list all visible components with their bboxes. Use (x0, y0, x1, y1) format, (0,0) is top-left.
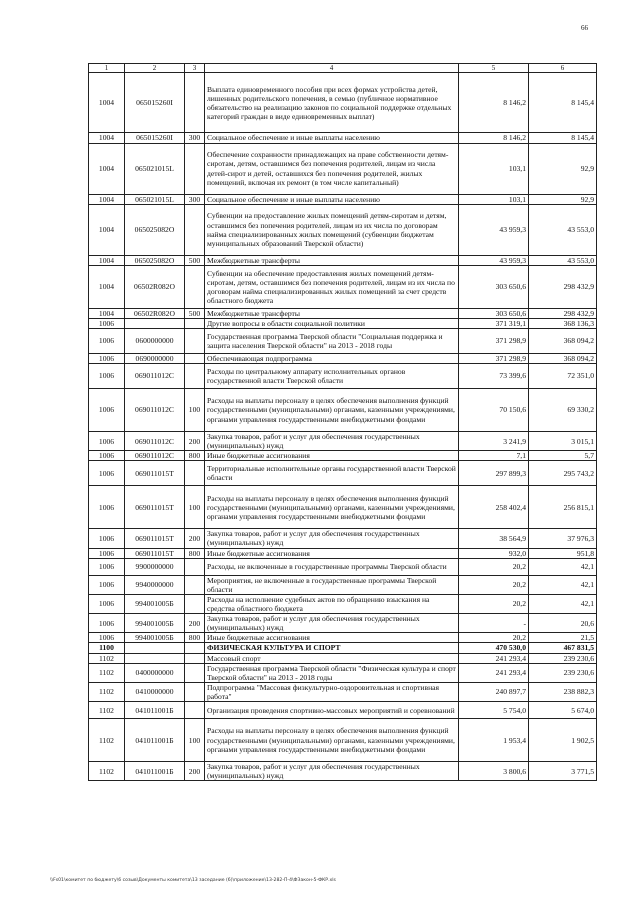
section-code-cell: 1006 (89, 548, 125, 558)
amount-actual-cell: 951,8 (529, 548, 597, 558)
item-name-cell: Расходы, не включенные в государственные программы Тверской области (205, 558, 459, 575)
amount-plan-cell: 20,2 (459, 558, 529, 575)
item-name-cell: Расходы на исполнение судебных актов по обращению взыскания на средства областного бюджета (205, 594, 459, 613)
item-name-cell: Закупка товаров, работ и услуг для обеспечения государственных (муниципальных) нужд (205, 432, 459, 451)
section-code-cell: 1006 (89, 575, 125, 594)
amount-plan-cell: 371 298,9 (459, 353, 529, 363)
amount-plan-cell: 43 959,3 (459, 255, 529, 265)
expense-type-cell: 100 (185, 486, 205, 529)
expense-type-cell: 800 (185, 548, 205, 558)
table-row (89, 558, 597, 575)
amount-actual-cell: 3 771,5 (529, 762, 597, 781)
item-name-cell: Социальное обеспечение и иные выплаты населению (205, 194, 459, 204)
table-row (89, 682, 597, 701)
expense-type-cell (185, 682, 205, 701)
table-row (89, 389, 597, 432)
target-article-cell: 0410000000 (125, 682, 185, 701)
amount-plan-cell: 3 241,9 (459, 432, 529, 451)
expense-type-cell: 200 (185, 762, 205, 781)
target-article-cell: 9940000000 (125, 575, 185, 594)
amount-actual-cell: 92,9 (529, 143, 597, 194)
section-code-cell: 1006 (89, 594, 125, 613)
amount-actual-cell: 43 553,0 (529, 255, 597, 265)
footer-file-path: \\Fs01\комитет по бюджету\6 созыв\Документы комитета\13 заседание (6)\приложение\13-282-П-4\ФЗакон-5-ФКР.xls (50, 878, 336, 883)
amount-plan-cell: 1 953,4 (459, 719, 529, 762)
item-name-cell: Социальное обеспечение и иные выплаты населению (205, 133, 459, 143)
table-row (89, 529, 597, 548)
amount-plan-cell: 7,1 (459, 451, 529, 461)
section-code-cell: 1004 (89, 143, 125, 194)
table-row (89, 702, 597, 719)
column-header: 4 (205, 64, 459, 73)
item-name-cell: Межбюджетные трансферты (205, 308, 459, 318)
expense-type-cell (185, 653, 205, 663)
table-row (89, 308, 597, 318)
amount-plan-cell: 240 897,7 (459, 682, 529, 701)
amount-actual-cell: 20,6 (529, 614, 597, 633)
target-article-cell: 065021015L (125, 194, 185, 204)
table-row (89, 194, 597, 204)
column-header: 6 (529, 64, 597, 73)
amount-plan-cell: 470 530,0 (459, 643, 529, 653)
table-row (89, 318, 597, 328)
amount-actual-cell: 42,1 (529, 558, 597, 575)
amount-plan-cell: 258 402,4 (459, 486, 529, 529)
section-code-cell: 1006 (89, 353, 125, 363)
table-row (89, 762, 597, 781)
amount-actual-cell: 368 136,3 (529, 318, 597, 328)
table-row (89, 614, 597, 633)
section-code-cell: 1006 (89, 529, 125, 548)
expense-type-cell: 200 (185, 529, 205, 548)
table-row (89, 548, 597, 558)
amount-plan-cell: 5 754,0 (459, 702, 529, 719)
section-code-cell: 1004 (89, 255, 125, 265)
target-article-cell: 069011015Т (125, 548, 185, 558)
target-article-cell: 9900000000 (125, 558, 185, 575)
section-code-cell: 1004 (89, 133, 125, 143)
item-name-cell: Подпрограмма "Массовая физкультурно-оздоровительная и спортивная работа" (205, 682, 459, 701)
section-code-cell: 1102 (89, 682, 125, 701)
table-row (89, 461, 597, 486)
section-code-cell: 1006 (89, 461, 125, 486)
table-header-row (89, 64, 597, 73)
item-name-cell: Иные бюджетные ассигнования (205, 548, 459, 558)
target-article-cell (125, 643, 185, 653)
amount-plan-cell: 103,1 (459, 194, 529, 204)
expense-type-cell: 500 (185, 255, 205, 265)
target-article-cell: 06502R082O (125, 308, 185, 318)
section-code-cell: 1006 (89, 614, 125, 633)
amount-actual-cell: 239 230,6 (529, 663, 597, 682)
section-code-cell: 1006 (89, 389, 125, 432)
expense-type-cell (185, 204, 205, 255)
table-body (89, 73, 597, 781)
target-article-cell: 0400000000 (125, 663, 185, 682)
section-code-cell: 1006 (89, 364, 125, 389)
section-code-cell: 1006 (89, 558, 125, 575)
target-article-cell: 069011012С (125, 432, 185, 451)
target-article-cell: 041011001Б (125, 719, 185, 762)
target-article-cell: 069011015Т (125, 486, 185, 529)
amount-plan-cell: 8 146,2 (459, 73, 529, 133)
expense-type-cell (185, 353, 205, 363)
item-name-cell: Закупка товаров, работ и услуг для обеспечения государственных (муниципальных) нужд (205, 614, 459, 633)
amount-actual-cell: 42,1 (529, 575, 597, 594)
item-name-cell: ФИЗИЧЕСКАЯ КУЛЬТУРА И СПОРТ (205, 643, 459, 653)
item-name-cell: Субвенции на обеспечение предоставления жилых помещений детям-сиротам, детям, оставшимся без попечения родителей, лицам из их числа по договорам найма специализированных жилых помещений за счет средств областного бюджета (205, 265, 459, 308)
expense-type-cell (185, 575, 205, 594)
table-row (89, 133, 597, 143)
amount-actual-cell: 43 553,0 (529, 204, 597, 255)
target-article-cell: 041011001Б (125, 762, 185, 781)
section-code-cell: 1102 (89, 719, 125, 762)
amount-plan-cell: 303 650,6 (459, 308, 529, 318)
expense-type-cell (185, 558, 205, 575)
amount-actual-cell: 368 094,2 (529, 328, 597, 353)
item-name-cell: Иные бюджетные ассигнования (205, 451, 459, 461)
table-row (89, 633, 597, 643)
table-row (89, 594, 597, 613)
section-code-cell: 1006 (89, 486, 125, 529)
amount-actual-cell: 69 330,2 (529, 389, 597, 432)
amount-plan-cell: 38 564,9 (459, 529, 529, 548)
target-article-cell: 069011012С (125, 364, 185, 389)
amount-plan-cell: 371 319,1 (459, 318, 529, 328)
expense-type-cell: 200 (185, 432, 205, 451)
item-name-cell: Обеспечение сохранности принадлежащих на праве собственности детям-сиротам, детям, оставшимся без попечения родителей, лицам из числа детей-сирот и детей, оставшихся без попечения родителей, жилых помещений, включая их ремонт (в том числе капитальный) (205, 143, 459, 194)
column-header: 5 (459, 64, 529, 73)
expense-type-cell: 200 (185, 614, 205, 633)
target-article-cell: 0600000000 (125, 328, 185, 353)
amount-actual-cell: 295 743,2 (529, 461, 597, 486)
expense-type-cell (185, 265, 205, 308)
amount-actual-cell: 3 015,1 (529, 432, 597, 451)
section-code-cell: 1006 (89, 432, 125, 451)
amount-actual-cell: 37 976,3 (529, 529, 597, 548)
target-article-cell: 065015260I (125, 73, 185, 133)
target-article-cell: 994001005Б (125, 594, 185, 613)
budget-table (88, 63, 597, 781)
amount-plan-cell: 103,1 (459, 143, 529, 194)
table-row (89, 204, 597, 255)
amount-actual-cell: 298 432,9 (529, 265, 597, 308)
item-name-cell: Иные бюджетные ассигнования (205, 633, 459, 643)
column-header: 1 (89, 64, 125, 73)
amount-actual-cell: 92,9 (529, 194, 597, 204)
item-name-cell: Выплата единовременного пособия при всех формах устройства детей, лишенных родительского попечения, в семью (публичное нормативное обязательство на реализацию законов по социальной поддержке отдельных категорий граждан в виде единовременных выплат) (205, 73, 459, 133)
section-code-cell: 1102 (89, 762, 125, 781)
amount-plan-cell: 20,2 (459, 594, 529, 613)
table-row (89, 432, 597, 451)
amount-actual-cell: 239 230,6 (529, 653, 597, 663)
item-name-cell: Расходы на выплаты персоналу в целях обеспечения выполнения функций государственными (муниципальными) органами, казенными учреждениями, органами управления государственными внебюджетными фондами (205, 389, 459, 432)
amount-actual-cell: 1 902,5 (529, 719, 597, 762)
table-row (89, 643, 597, 653)
section-code-cell: 1004 (89, 194, 125, 204)
amount-plan-cell: 20,2 (459, 575, 529, 594)
amount-plan-cell: 241 293,4 (459, 663, 529, 682)
target-article-cell: 994001005Б (125, 633, 185, 643)
target-article-cell: 069011015Т (125, 461, 185, 486)
section-code-cell: 1100 (89, 643, 125, 653)
column-header: 3 (185, 64, 205, 73)
amount-actual-cell: 42,1 (529, 594, 597, 613)
item-name-cell: Расходы по центральному аппарату исполнительных органов государственной власти Тверской области (205, 364, 459, 389)
table-row (89, 328, 597, 353)
expense-type-cell: 300 (185, 194, 205, 204)
expense-type-cell (185, 364, 205, 389)
target-article-cell: 994001005Б (125, 614, 185, 633)
target-article-cell: 069011015Т (125, 529, 185, 548)
amount-actual-cell: 72 351,0 (529, 364, 597, 389)
amount-plan-cell: 70 150,6 (459, 389, 529, 432)
expense-type-cell: 100 (185, 389, 205, 432)
item-name-cell: Другие вопросы в области социальной политики (205, 318, 459, 328)
item-name-cell: Расходы на выплаты персоналу в целях обеспечения выполнения функций государственными (муниципальными) органами, казенными учреждениями, органами управления государственными внебюджетными фондами (205, 719, 459, 762)
amount-plan-cell: 73 399,6 (459, 364, 529, 389)
table-row (89, 73, 597, 133)
amount-actual-cell: 238 882,3 (529, 682, 597, 701)
table-row (89, 353, 597, 363)
target-article-cell: 041011001Б (125, 702, 185, 719)
item-name-cell: Закупка товаров, работ и услуг для обеспечения государственных (муниципальных) нужд (205, 529, 459, 548)
expense-type-cell (185, 461, 205, 486)
item-name-cell: Субвенции на предоставление жилых помещений детям-сиротам и детям, оставшимся без попечения родителей, лицам из их числа по договорам найма специализированных жилых помещений (субвенции бюджетам муниципальных образований Тверской области) (205, 204, 459, 255)
table-row (89, 255, 597, 265)
page-number: 66 (581, 24, 588, 32)
amount-actual-cell: 467 831,5 (529, 643, 597, 653)
expense-type-cell (185, 328, 205, 353)
expense-type-cell: 300 (185, 133, 205, 143)
item-name-cell: Организация проведения спортивно-массовых мероприятий и соревнований (205, 702, 459, 719)
amount-actual-cell: 368 094,2 (529, 353, 597, 363)
table-row (89, 486, 597, 529)
target-article-cell: 065021015L (125, 143, 185, 194)
item-name-cell: Государственная программа Тверской области "Физическая культура и спорт Тверской области" на 2013 - 2018 годы (205, 663, 459, 682)
amount-plan-cell: 8 146,2 (459, 133, 529, 143)
table-row (89, 265, 597, 308)
expense-type-cell (185, 143, 205, 194)
amount-actual-cell: 8 145,4 (529, 133, 597, 143)
section-code-cell: 1004 (89, 204, 125, 255)
amount-actual-cell: 21,5 (529, 633, 597, 643)
item-name-cell: Государственная программа Тверской области "Социальная поддержка и защита населения Тверской области" на 2013 - 2018 годы (205, 328, 459, 353)
amount-plan-cell: 20,2 (459, 633, 529, 643)
table-row (89, 575, 597, 594)
amount-actual-cell: 5,7 (529, 451, 597, 461)
amount-plan-cell: 303 650,6 (459, 265, 529, 308)
target-article-cell: 0690000000 (125, 353, 185, 363)
table-row (89, 143, 597, 194)
section-code-cell: 1004 (89, 265, 125, 308)
target-article-cell (125, 653, 185, 663)
amount-plan-cell: - (459, 614, 529, 633)
amount-plan-cell: 932,0 (459, 548, 529, 558)
column-header: 2 (125, 64, 185, 73)
section-code-cell: 1006 (89, 451, 125, 461)
target-article-cell: 06502R082O (125, 265, 185, 308)
item-name-cell: Межбюджетные трансферты (205, 255, 459, 265)
target-article-cell: 069011012С (125, 451, 185, 461)
expense-type-cell: 800 (185, 451, 205, 461)
amount-actual-cell: 298 432,9 (529, 308, 597, 318)
target-article-cell: 069011012С (125, 389, 185, 432)
expense-type-cell (185, 318, 205, 328)
table-row (89, 719, 597, 762)
item-name-cell: Мероприятия, не включенные в государственные программы Тверской области (205, 575, 459, 594)
expense-type-cell (185, 702, 205, 719)
amount-plan-cell: 3 800,6 (459, 762, 529, 781)
target-article-cell (125, 318, 185, 328)
section-code-cell: 1004 (89, 73, 125, 133)
amount-plan-cell: 297 899,3 (459, 461, 529, 486)
amount-actual-cell: 8 145,4 (529, 73, 597, 133)
expense-type-cell (185, 663, 205, 682)
expense-type-cell (185, 594, 205, 613)
amount-plan-cell: 371 298,9 (459, 328, 529, 353)
section-code-cell: 1006 (89, 328, 125, 353)
section-code-cell: 1102 (89, 653, 125, 663)
item-name-cell: Расходы на выплаты персоналу в целях обеспечения выполнения функций государственными (муниципальными) органами, казенными учреждениями, органами управления государственными внебюджетными фондами (205, 486, 459, 529)
item-name-cell: Территориальные исполнительные органы государственной власти Тверской области (205, 461, 459, 486)
expense-type-cell (185, 73, 205, 133)
section-code-cell: 1102 (89, 702, 125, 719)
item-name-cell: Обеспечивающая подпрограмма (205, 353, 459, 363)
table-row (89, 451, 597, 461)
amount-plan-cell: 43 959,3 (459, 204, 529, 255)
target-article-cell: 065015260I (125, 133, 185, 143)
target-article-cell: 065025082O (125, 255, 185, 265)
section-code-cell: 1006 (89, 318, 125, 328)
expense-type-cell (185, 643, 205, 653)
section-code-cell: 1102 (89, 663, 125, 682)
expense-type-cell: 100 (185, 719, 205, 762)
expense-type-cell: 800 (185, 633, 205, 643)
table-row (89, 663, 597, 682)
amount-actual-cell: 256 815,1 (529, 486, 597, 529)
expense-type-cell: 500 (185, 308, 205, 318)
amount-actual-cell: 5 674,0 (529, 702, 597, 719)
section-code-cell: 1006 (89, 633, 125, 643)
table-row (89, 653, 597, 663)
section-code-cell: 1004 (89, 308, 125, 318)
amount-plan-cell: 241 293,4 (459, 653, 529, 663)
target-article-cell: 065025082O (125, 204, 185, 255)
item-name-cell: Закупка товаров, работ и услуг для обеспечения государственных (муниципальных) нужд (205, 762, 459, 781)
item-name-cell: Массовый спорт (205, 653, 459, 663)
table-row (89, 364, 597, 389)
